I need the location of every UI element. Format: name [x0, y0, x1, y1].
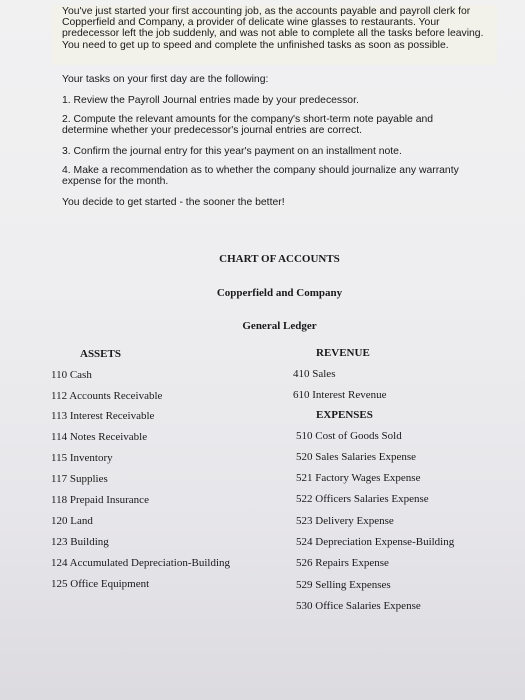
assets-heading: ASSETS [80, 348, 121, 360]
expense-account: 510 Cost of Goods Sold [296, 430, 402, 442]
expense-account: 520 Sales Salaries Expense [296, 451, 417, 463]
revenue-heading: REVENUE [316, 347, 370, 359]
asset-account: 120 Land [51, 515, 93, 527]
expense-account: 521 Factory Wages Expense [296, 472, 421, 484]
asset-account: 113 Interest Receivable [51, 410, 155, 422]
task-1: 1. Review the Payroll Journal entries made by your predecessor. [62, 95, 359, 106]
asset-account: 125 Office Equipment [51, 578, 150, 590]
revenue-account: 610 Interest Revenue [293, 389, 387, 401]
intro-paragraph: You've just started your first accounting job, as the accounts payable and payroll clerk for Copperfield and Company, a provider of delicate wine glasses to restaurants. Your predecessor left the job suddenly, and was not able to complete all the tasks before leaving. You need to get up to speed and complete the unfinished tasks as soon as possible. [62, 6, 484, 51]
task-2-line-2: determine whether your predecessor's journal entries are correct. [62, 125, 362, 136]
task-2-line-1: 2. Compute the relevant amounts for the company's short-term note payable and [62, 114, 434, 125]
asset-account: 114 Notes Receivable [51, 431, 148, 443]
task-4-line-2: expense for the month. [62, 176, 169, 187]
asset-account: 115 Inventory [51, 452, 113, 464]
task-4-line-1: 4. Make a recommendation as to whether the company should journalize any warranty [62, 165, 459, 176]
task-3: 3. Confirm the journal entry for this year's payment on an installment note. [62, 146, 402, 157]
asset-account: 118 Prepaid Insurance [51, 494, 149, 506]
asset-account: 110 Cash [51, 369, 92, 381]
chart-title: CHART OF ACCOUNTS [219, 253, 340, 265]
revenue-account: 410 Sales [293, 368, 336, 380]
asset-account: 124 Accumulated Depreciation-Building [51, 557, 231, 569]
tasks-lead: Your tasks on your first day are the following: [62, 74, 269, 85]
asset-account: 112 Accounts Receivable [51, 390, 163, 402]
asset-account: 123 Building [51, 536, 109, 548]
expense-account: 523 Delivery Expense [296, 515, 394, 527]
expenses-heading: EXPENSES [316, 409, 373, 421]
expense-account: 522 Officers Salaries Expense [296, 493, 429, 505]
ledger-title: General Ledger [242, 320, 317, 332]
expense-account: 524 Depreciation Expense-Building [296, 536, 455, 548]
expense-account: 529 Selling Expenses [296, 579, 391, 591]
company-name: Copperfield and Company [216, 287, 343, 299]
expense-account: 526 Repairs Expense [296, 557, 389, 569]
expense-account: 530 Office Salaries Expense [296, 600, 421, 612]
asset-account: 117 Supplies [51, 473, 108, 485]
closing-line: You decide to get started - the sooner the better! [62, 197, 285, 208]
